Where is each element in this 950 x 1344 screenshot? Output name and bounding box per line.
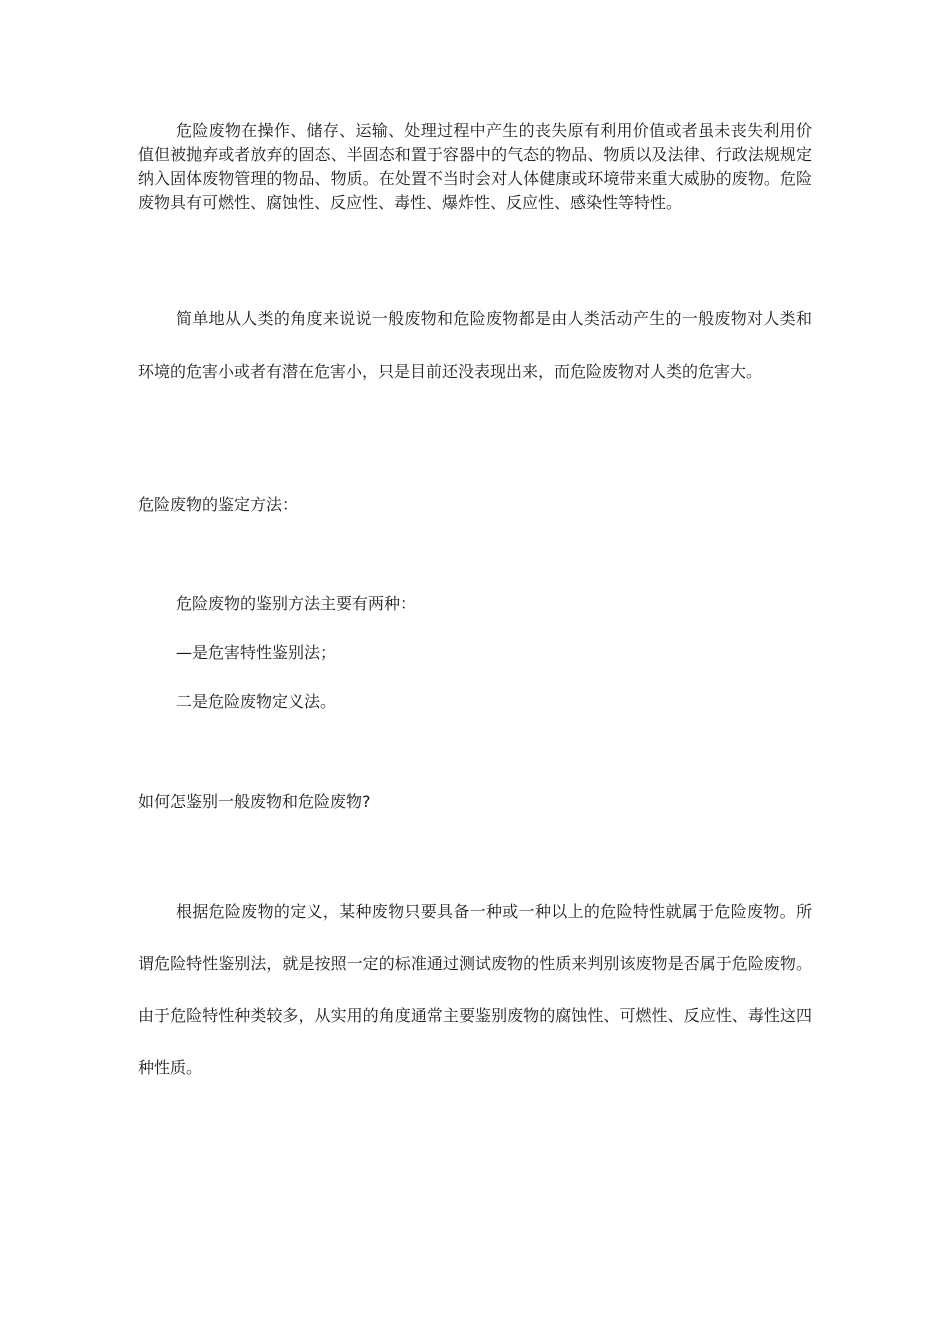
- distinguish-heading: 如何怎鉴别一般废物和危险废物?: [138, 792, 371, 811]
- definition-paragraph: 危险废物在操作、储存、运输、处理过程中产生的丧失原有利用价值或者虽未丧失利用价值但被抛弃或者放弃的固态、半固态和置于容器中的气态的物品、物质以及法律、行政法规规定纳入固体废物管理的物品、物质。在处置不当时会对人体健康或环境带来重大威胁的废物。危险废物具有可燃性、腐蚀性、反应性、毒性、爆炸性、反应性、感染性等特性。: [138, 121, 812, 212]
- identification-method-item: —是危害特性鉴别法；: [176, 643, 337, 662]
- comparison-paragraph: 简单地从人类的角度来说说一般废物和危险废物都是由人类活动产生的一般废物对人类和环境的危害小或者有潜在危害小，只是目前还没表现出来，而危险废物对人类的危害大。: [138, 309, 812, 381]
- distinguish-paragraph: 根据危险废物的定义，某种废物只要具备一种或一种以上的危险特性就属于危险废物。所谓危险特性鉴别法，就是按照一定的标准通过测试废物的性质来判别该废物是否属于危险废物。由于危险特性种类较多，从实用的角度通常主要鉴别废物的腐蚀性、可燃性、反应性、毒性这四种性质。: [138, 902, 812, 1077]
- identification-method-item: 二是危险废物定义法。: [176, 692, 337, 711]
- identification-intro: 危险废物的鉴别方法主要有两种：: [176, 594, 417, 613]
- identification-heading: 危险废物的鉴定方法：: [138, 495, 299, 514]
